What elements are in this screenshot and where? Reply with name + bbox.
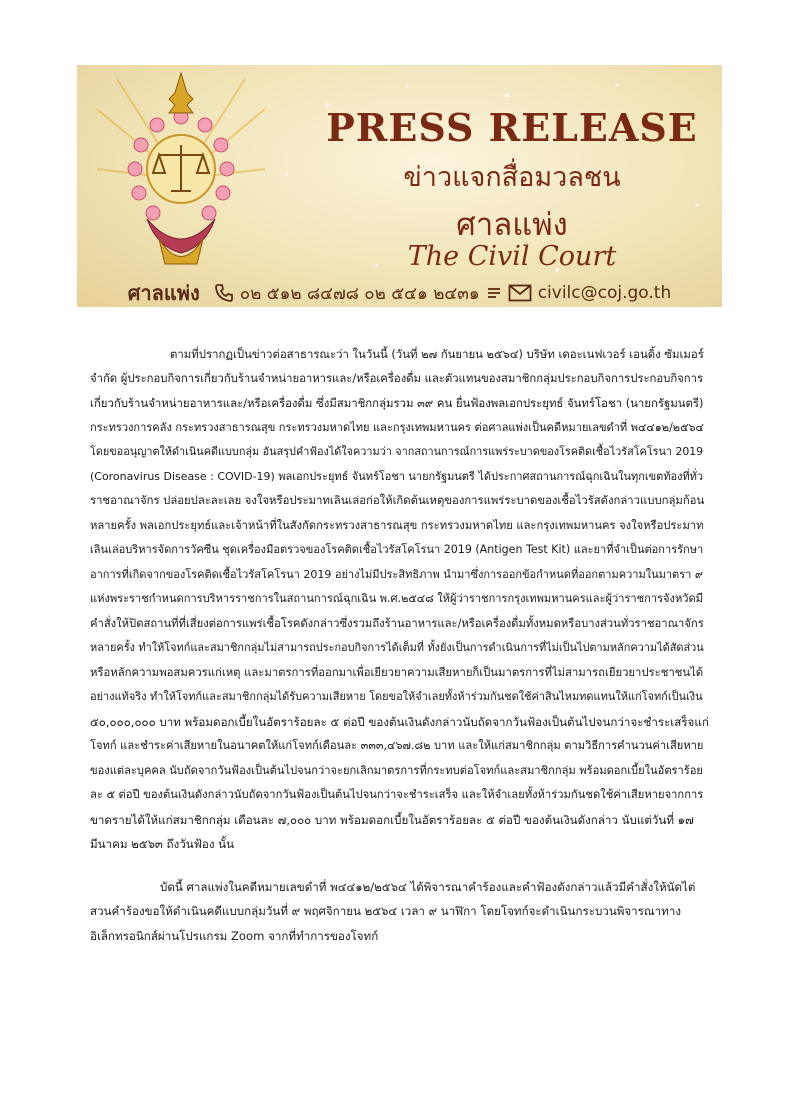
paragraph-line: (Coronavirus Disease : COVID-19) พลเอกประยุทธ์ จันทร์โอชา นายกรัฐมนตรี ได้ประกาศสถานการณ์ฉุกเฉินในทุกเขตท้องที่ทั่ว — [90, 469, 704, 483]
paragraph-line: หรือหลักความพอสมควรแก่เหตุ และมาตรการที่ออกมาเพื่อเยียวยาความเสียหายก็เป็นมาตรการที่ไม่สามารถเยียวยาประชาชนได้ — [90, 665, 704, 679]
paragraph-line: สวนคำร้องขอให้ดำเนินคดีแบบกลุ่มวันที่ ๙ พฤศจิกายน ๒๕๖๔ เวลา ๙ นาฬิกา โดยโจทก์จะดำเนินกระบวนพิจารณาทาง — [90, 904, 681, 918]
press-release-title: PRESS RELEASE — [326, 105, 698, 150]
court-name-thai: ศาลแพ่ง — [456, 207, 568, 243]
paragraph-line: คำสั่งให้ปิดสถานที่ที่เสี่ยงต่อการแพร่เชื้อโรคดังกล่าวซึ่งรวมถึงร้านอาหารและ/หรือเครื่องดื่มทั้งหมดหรือบางส่วนทั่วราชอาณาจักร — [90, 616, 704, 630]
press-release-banner — [77, 65, 722, 307]
paragraph-line: เลินเล่อบริหารจัดการวัคซีน ชุดเครื่องมือตรวจของโรคติดเชื้อไวรัสโคโรนา 2019 (Antigen Test Kit) และยาที่จำเป็นต่อการรักษา — [90, 543, 704, 556]
paragraph-line: ขาดรายได้ให้แก่สมาชิกกลุ่ม เดือนละ ๗,๐๐๐ บาท พร้อมดอกเบี้ยในอัตราร้อยละ ๕ ต่อปี ของต้นเงินดังกล่าว นับแต่วันที่ ๑๗ — [90, 812, 694, 827]
paragraph-line: อย่างแท้จริง ทำให้โจทก์และสมาชิกกลุ่มได้รับความเสียหาย โดยขอให้จำเลยทั้งห้าร่วมกันชดใช้ค่าสินไหมทดแทนให้แก่โจทก์เป็นเงิน — [90, 690, 703, 703]
paragraph-line: โจทก์ และชำระค่าเสียหายในอนาคตให้แก่โจทก์เดือนละ ๓๓๓,๔๖๗.๘๒ บาท และให้แก่สมาชิกกลุ่ม ตามวิธีการคำนวนค่าเสียหาย — [90, 739, 704, 752]
contact-name: ศาลแพ่ง — [127, 281, 200, 305]
email-address: civilc@coj.go.th — [537, 283, 672, 303]
press-release-body — [90, 342, 710, 948]
fax-icon — [486, 285, 502, 301]
paragraph-line: หลายครั้ง ทำให้โจทก์และสมาชิกกลุ่มไม่สามารถประกอบกิจการได้เต็มที่ ทั้งยังเป็นการดำเนินการที่ไม่เป็นไปตามหลักความได้สัดส่วน — [90, 641, 704, 654]
paragraph-line: อิเล็กทรอนิกส์ผ่านโปรแกรม Zoom จากที่ทำการของโจทก์ — [90, 928, 379, 943]
contact-bar — [77, 279, 722, 307]
paragraph-line: ของแต่ละบุคคล นับถัดจากวันฟ้องเป็นต้นไปจนกว่าจะยกเลิกมาตรการที่กระทบต่อโจทก์และสมาชิกกลุ่ม พร้อมดอกเบี้ยในอัตราร้อย — [90, 763, 703, 777]
paragraph-line: ราชอาณาจักร ปล่อยปละละเลย จงใจหรือประมาทเลินเล่อก่อให้เกิดต้นเหตุของการแพร่ระบาดของเชื้อไวรัสดังกล่าวแบบกลุ่มก้อน — [90, 494, 705, 507]
paragraph-line: เกี่ยวกับร้านจำหน่ายอาหารและ/หรือเครื่องดื่ม ซึ่งมีสมาชิกกลุ่มรวม ๓๙ คน ยื่นฟ้องพลเอกประยุทธ์ จันทร์โอชา (นายกรัฐมนตรี) — [90, 396, 704, 410]
paragraph-line: แห่งพระราชกำหนดการบริหารราชการในสถานการณ์ฉุกเฉิน พ.ศ.๒๕๔๘ ให้ผู้ว่าราชการกรุงเทพมหานครและผู้ว่าราชการจังหวัดมี — [90, 592, 703, 605]
paragraph-line: ๕๐,๐๐๐,๐๐๐ บาท พร้อมดอกเบี้ยในอัตราร้อยละ ๕ ต่อปี ของต้นเงินดังกล่าวนับถัดจากวันฟ้องเป็นต้นไปจนกว่าจะชำระเสร็จแก่ — [90, 714, 709, 729]
paragraph-2 — [90, 875, 710, 949]
paragraph-line: ตามที่ปรากฏเป็นข่าวต่อสาธารณะว่า ในวันนี้ (วันที่ ๒๗ กันยายน ๒๕๖๔) บริษัท เดอะเนฟเวอร์ เอนดิ้ง ซัมเมอร์ — [170, 347, 704, 361]
phone-numbers: ๐๒ ๕๑๒ ๘๔๗๘ ๐๒ ๕๔๑ ๒๔๓๑ — [239, 283, 480, 304]
paragraph-line: บัดนี้ ศาลแพ่งในคดีหมายเลขดำที่ พ๔๔๑๒/๒๕๖๔ ได้พิจารณาคำร้องและคำฟ้องดังกล่าวแล้วมีคำสั่งให้นัดไต่ — [160, 879, 696, 894]
paragraph-line: อาการที่เกิดจากของโรคติดเชื้อไวรัสโคโรนา 2019 อย่างไม่มีประสิทธิภาพ นำมาซึ่งการออกข้อกำหนดที่ออกตามความในมาตรา ๙ — [90, 567, 703, 581]
paragraph-line: มีนาคม ๒๕๖๓ ถึงวันฟ้อง นั้น — [90, 837, 235, 851]
court-name-english: The Civil Court — [407, 241, 617, 272]
paragraph-line: โดยขออนุญาตให้ดำเนินคดีแบบกลุ่ม อันสรุปคำฟ้องได้ใจความว่า จากสถานการณ์การแพร่ระบาดของโรคติดเชื้อไวรัสโคโรนา 2019 — [90, 445, 704, 458]
paragraph-line: ละ ๕ ต่อปี ของต้นเงินดังกล่าวนับถัดจากวันฟ้องเป็นต้นไปจนกว่าจะชำระเสร็จ และให้จำเลยทั้งห้าร่วมกันชดใช้ค่าเสียหายจากการ — [90, 788, 704, 801]
paragraph-line: จำกัด ผู้ประกอบกิจการเกี่ยวกับร้านจำหน่ายอาหารและ/หรือเครื่องดื่ม และตัวแทนของสมาชิกกลุ่มประกอบกิจการประกอบกิจการ — [90, 371, 704, 385]
paragraph-line: กระทรวงการคลัง กระทรวงสาธารณสุข กระทรวงมหาดไทย และกรุงเทพมหานคร ต่อศาลแพ่งเป็นคดีหมายเลขดำที่ พ๔๔๑๒/๒๕๖๔ — [90, 420, 704, 434]
phone-icon — [214, 283, 234, 303]
court-emblem-icon — [97, 69, 265, 284]
email-icon — [508, 284, 532, 302]
paragraph-1 — [90, 342, 710, 857]
press-release-subtitle: ข่าวแจกสื่อมวลชน — [403, 162, 621, 193]
paragraph-line: หลายครั้ง พลเอกประยุทธ์และเจ้าหน้าที่ในสังกัดกระทรวงสาธารณสุข กระทรวงมหาดไทย และกรุงเทพมหานคร จงใจหรือประมาท — [90, 518, 704, 532]
